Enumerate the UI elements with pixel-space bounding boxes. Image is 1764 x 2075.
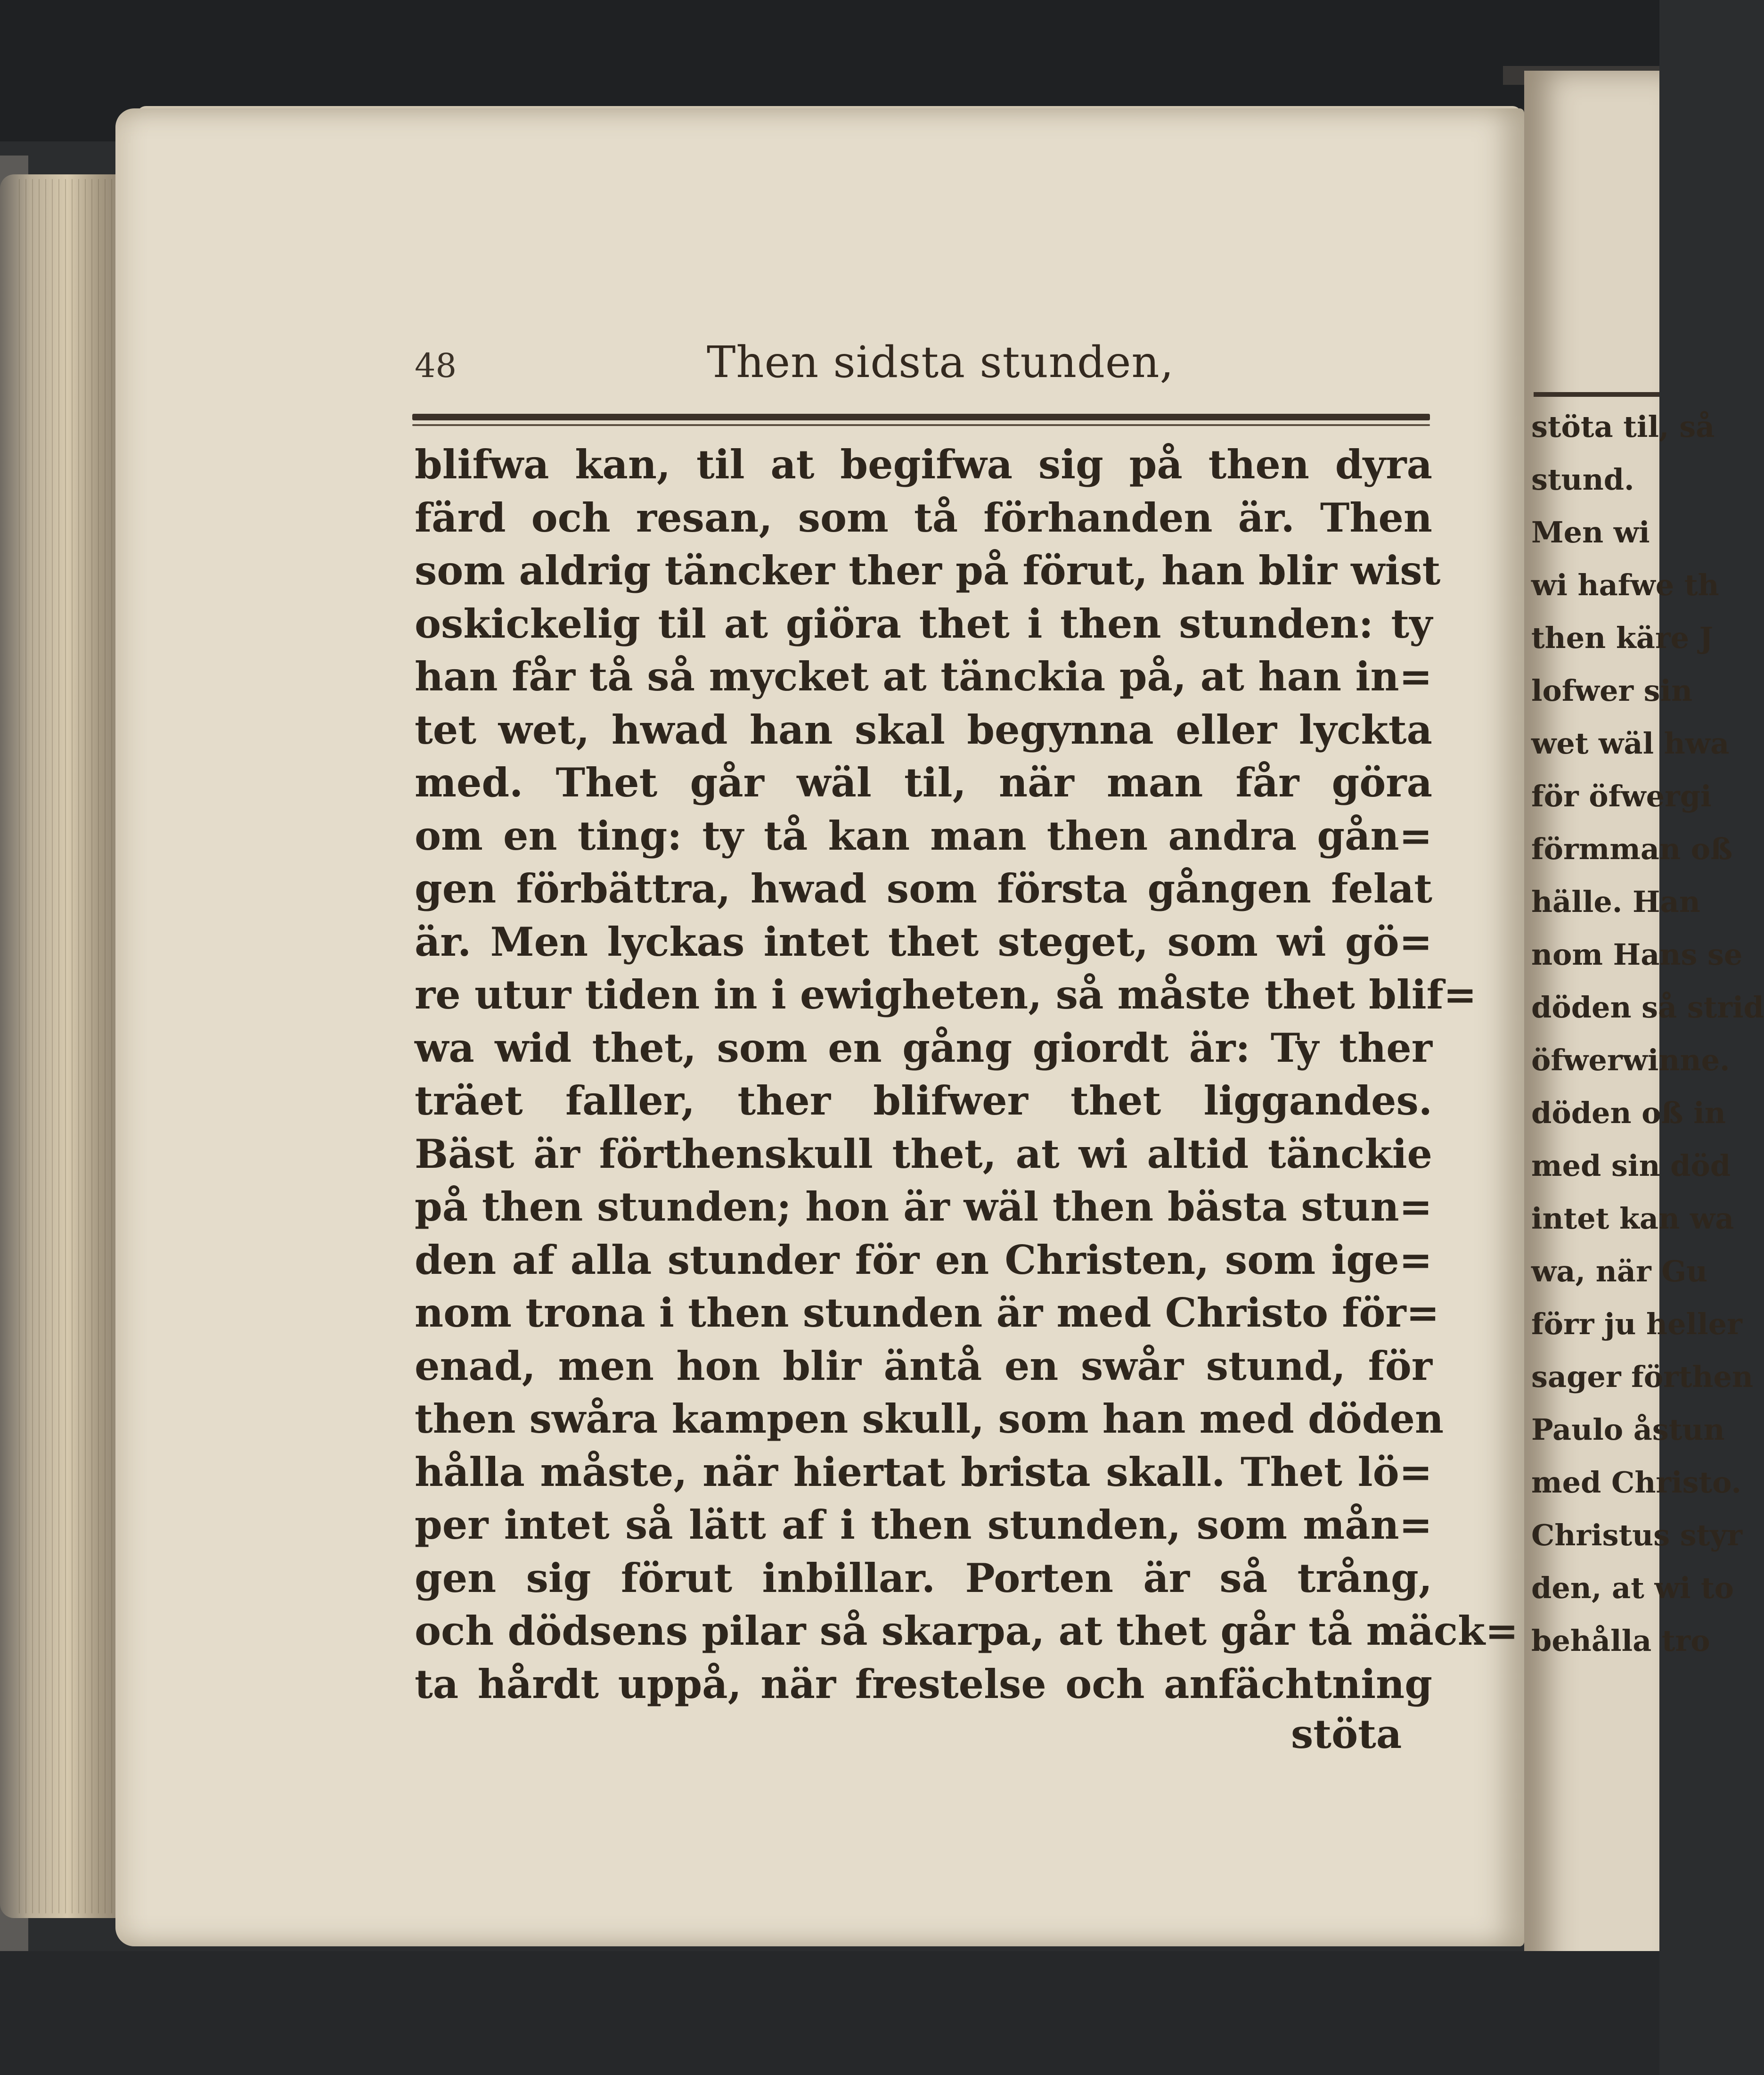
facing-text-line: Paulo åstun bbox=[1531, 1412, 1725, 1447]
text-line: then swåra kampen skull, som han med döden bbox=[415, 1395, 1444, 1442]
text-line: nom trona i then stunden är med Christo för= bbox=[415, 1289, 1440, 1336]
text-line: med. Thet går wäl til, när man får göra bbox=[415, 759, 1432, 806]
text-line: Bäst är förthenskull thet, at wi altid tänckie bbox=[415, 1130, 1432, 1177]
text-line: enad, men hon blir äntå en swår stund, för bbox=[415, 1342, 1432, 1389]
text-line: ta hårdt uppå, när frestelse och anfächtning bbox=[415, 1660, 1432, 1707]
page-number: 48 bbox=[415, 346, 457, 385]
text-line: färd och resan, som tå förhanden är. Then bbox=[415, 494, 1432, 541]
facing-text-line: för öfwergi bbox=[1531, 779, 1712, 813]
text-line: gen sig förut inbillar. Porten är så trång, bbox=[415, 1554, 1432, 1601]
text-line: och dödsens pilar så skarpa, at thet går tå mäck= bbox=[415, 1608, 1519, 1654]
body-text bbox=[415, 438, 1519, 1711]
facing-text-line: döden så strid bbox=[1531, 990, 1764, 1025]
facing-text-line: nom Hans se bbox=[1531, 937, 1743, 972]
page-edge-texture bbox=[19, 179, 122, 1913]
text-line: blifwa kan, til at begifwa sig på then dyra bbox=[415, 441, 1432, 488]
facing-text-line: lofwer sin bbox=[1531, 673, 1693, 708]
facing-text-line: förr ju heller bbox=[1531, 1307, 1742, 1341]
facing-page-text bbox=[1531, 401, 1764, 1667]
header-rule bbox=[412, 414, 1430, 420]
text-line: hålla måste, när hiertat brista skall. Thet lö= bbox=[415, 1448, 1432, 1495]
text-line: som aldrig täncker ther på förut, han blir wist bbox=[415, 547, 1441, 594]
facing-text-line: wet wäl hwa bbox=[1531, 726, 1730, 761]
text-line: re utur tiden in i ewigheten, så måste thet blif= bbox=[415, 971, 1477, 1018]
facing-text-line: med Christo. bbox=[1531, 1465, 1742, 1500]
facing-text-line: med sin död bbox=[1531, 1148, 1731, 1183]
running-head: Then sidsta stunden, bbox=[707, 337, 1174, 387]
facing-text-line: stund. bbox=[1531, 462, 1634, 497]
facing-text-line: Men wi bbox=[1531, 515, 1650, 550]
text-line: per intet så lätt af i then stunden, som mån= bbox=[415, 1501, 1432, 1548]
facing-text-line: intet kan wa bbox=[1531, 1201, 1734, 1236]
header-rule-thin bbox=[412, 424, 1430, 426]
facing-text-line: hälle. Han bbox=[1531, 885, 1700, 919]
text-line: på then stunden; hon är wäl then bästa stun= bbox=[415, 1183, 1432, 1230]
facing-text-line: stöta til, så bbox=[1531, 410, 1715, 444]
facing-text-line: öfwerwinne. bbox=[1531, 1043, 1730, 1077]
catchword: stöta bbox=[1291, 1711, 1402, 1757]
text-line: gen förbättra, hwad som första gången felat bbox=[415, 865, 1432, 912]
facing-text-line: den, at wi to bbox=[1531, 1571, 1734, 1605]
facing-header-rule bbox=[1534, 392, 1659, 397]
facing-text-line: döden oß in bbox=[1531, 1096, 1726, 1130]
facing-text-line: wi hafwe th bbox=[1531, 568, 1719, 602]
text-line: han får tå så mycket at tänckia på, at han in= bbox=[415, 653, 1432, 700]
facing-text-line: förmman oß bbox=[1531, 832, 1733, 866]
text-line: är. Men lyckas intet thet steget, som wi gö= bbox=[415, 918, 1432, 965]
text-line: oskickelig til at giöra thet i then stunden: ty bbox=[415, 600, 1432, 647]
facing-text-line: behålla tro bbox=[1531, 1624, 1710, 1658]
backdrop-bottom bbox=[0, 1951, 1659, 2075]
facing-text-line: then käre J bbox=[1531, 621, 1713, 655]
facing-text-line: Christus styr bbox=[1531, 1518, 1742, 1552]
text-line: wa wid thet, som en gång giordt är: Ty ther bbox=[415, 1024, 1432, 1071]
text-line: den af alla stunder för en Christen, som ige= bbox=[415, 1236, 1432, 1283]
text-line: om en ting: ty tå kan man then andra gån= bbox=[415, 812, 1432, 859]
facing-text-line: wa, när Gu bbox=[1531, 1254, 1708, 1288]
text-line: träet faller, ther blifwer thet liggandes. bbox=[415, 1077, 1432, 1124]
facing-text-line: sager förthen bbox=[1531, 1360, 1754, 1394]
text-line: tet wet, hwad han skal begynna eller lyckta bbox=[415, 706, 1432, 753]
